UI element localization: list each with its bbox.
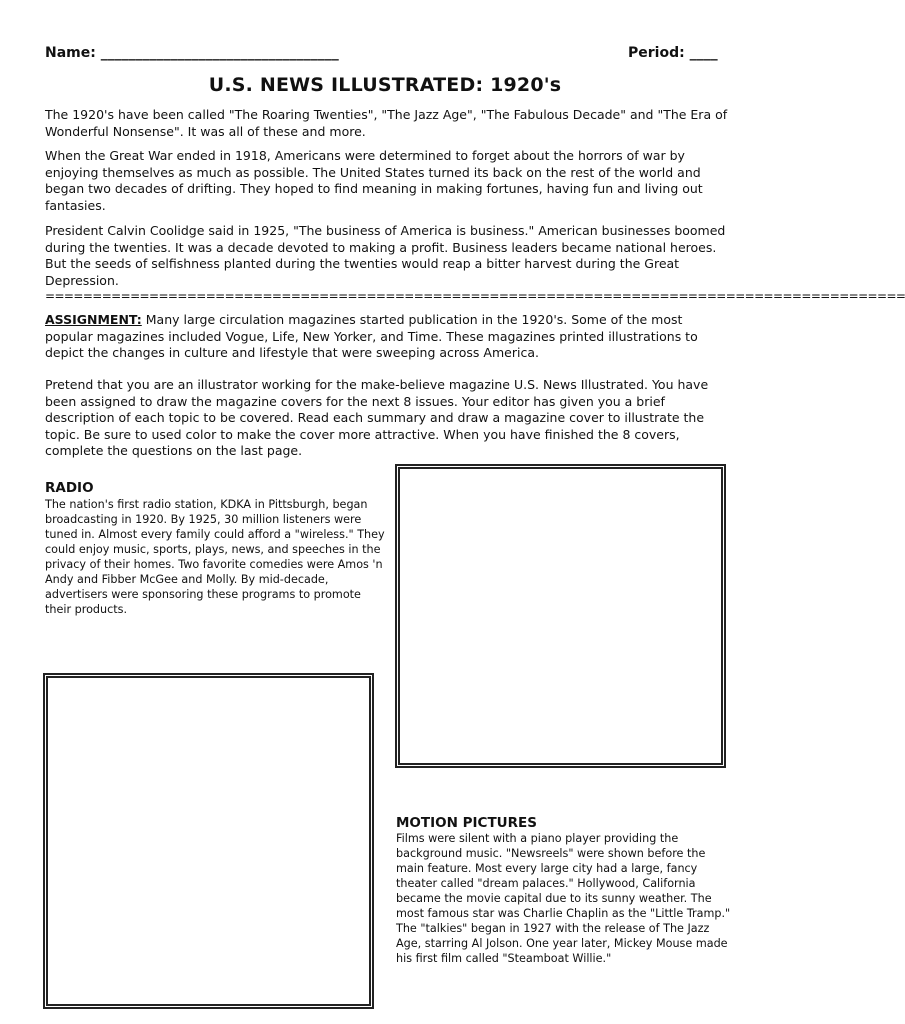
assignment-text: Many large circulation magazines started publication in the 1920's. Some of the most popular magazines included Vogue, Life, New Yorker, and Time. These magazines printed illustrations to depict the changes in culture and lifestyle that were sweeping across America. (45, 312, 698, 360)
motion-pictures-cover-drawing-box (43, 673, 374, 1009)
motion-pictures-section-text: Films were silent with a piano player providing the background music. "Newsreels" were shown before the main feature. Most every large city had a large, fancy theater called "dream palaces." Hollywood, California became the movie capital due to its sunny weather. The most famous star was Charlie Chaplin as the "Little Tramp." The "talkies" began in 1927 with the release of The Jazz Age, starring Al Jolson. One year later, Mickey Mouse made his first film called "Steamboat Willie." (396, 832, 731, 965)
intro-paragraph-3: President Calvin Coolidge said in 1925, "The business of America is business." American businesses boomed during the twenties. It was a decade devoted to making a profit. Business leaders became national heroes. But the seeds of selfishness planted during the twenties would reap a bitter harvest during the Great Depression. (45, 223, 726, 288)
motion-pictures-section-title: MOTION PICTURES (396, 815, 537, 831)
assignment-label: ASSIGNMENT: (45, 312, 142, 327)
intro-paragraph-2: When the Great War ended in 1918, Americans were determined to forget about the horrors of war by enjoying themselves as much as possible. The United States turned its back on the rest of the world and began two decades of drifting. They hoped to find meaning in making fortunes, having fun and living out fantasies. (45, 148, 703, 213)
instructions-paragraph: Pretend that you are an illustrator working for the make-believe magazine U.S. News Illustrated. You have been assigned to draw the magazine covers for the next 8 issues. Your editor has given you a brief description of each topic to be covered. Read each summary and draw a magazine cover to illustrate the topic. Be sure to used color to make the cover more attractive. When you have finished the 8 covers, complete the questions on the last page. (45, 377, 709, 458)
radio-section-title: RADIO (45, 480, 94, 496)
period-field-label: Period: ____ (628, 45, 718, 61)
radio-cover-drawing-box (395, 464, 726, 768)
section-divider: =========================================================================================== (45, 289, 905, 303)
page-title: U.S. NEWS ILLUSTRATED: 1920's (208, 74, 562, 96)
assignment-paragraph (45, 312, 730, 362)
name-field-label: Name: __________________________________ (45, 45, 339, 61)
radio-section-text: The nation's first radio station, KDKA in Pittsburgh, began broadcasting in 1920. By 1925, 30 million listeners were tuned in. Almost every family could afford a "wireless." They could enjoy music, sports, plays, news, and speeches in the privacy of their homes. Two favorite comedies were Amos 'n Andy and Fibber McGee and Molly. By mid-decade, advertisers were sponsoring these programs to promote their products. (45, 498, 385, 616)
intro-paragraph-1: The 1920's have been called "The Roaring Twenties", "The Jazz Age", "The Fabulous Decade" and "The Era of Wonderful Nonsense". It was all of these and more. (45, 107, 728, 139)
